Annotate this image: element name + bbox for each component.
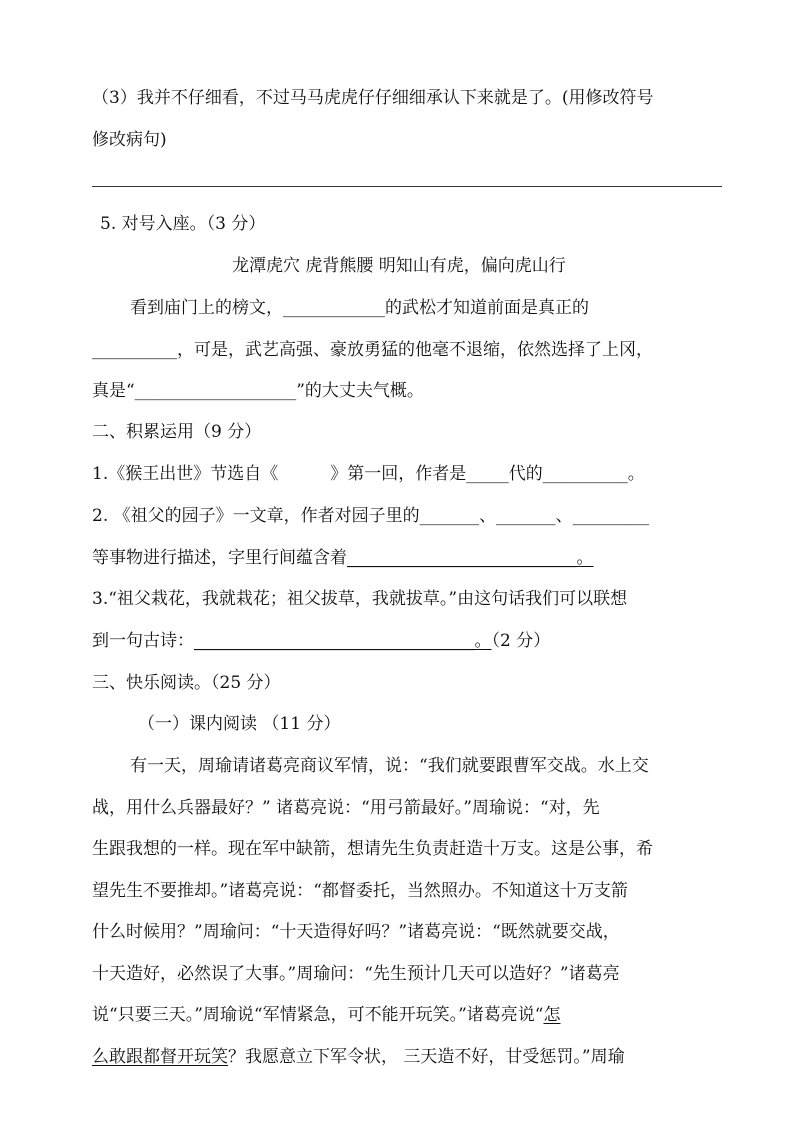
text: ，可是，武艺高强、豪放勇猛的他毫不退缩，依然选择了上冈， bbox=[177, 340, 653, 360]
blank: _______、_______、_________ bbox=[419, 506, 650, 526]
text: 》第一回，作者是 bbox=[330, 464, 467, 484]
text: 代的 bbox=[508, 464, 543, 484]
section3-subtitle: （一）课内阅读 （11 分） bbox=[138, 714, 341, 734]
text: （2 分） bbox=[491, 631, 551, 651]
reading-line3: 生跟我想的一样。现在军中缺箭，想请先生负责赶造十万支。这是公事，希 bbox=[92, 839, 653, 859]
reading-line4: 望先生不要推却。”诸葛亮说：“都督委托，当然照办。不知道这十万支箭 bbox=[92, 881, 628, 901]
text: 说“只要三天。”周瑜说“军情紧急，可不能开玩笑。”诸葛亮说“ bbox=[92, 1005, 544, 1025]
blank: ___________________________。 bbox=[347, 548, 594, 568]
blank: _____ bbox=[466, 464, 509, 484]
text: 等事物进行描述，字里行间蕴含着 bbox=[92, 548, 347, 568]
q3-line1: （3）我并不仔细看，不过马马虎虎仔仔细细承认下来就是了。(用修改符号 bbox=[92, 88, 654, 108]
sec2-q3-line1: 3.“祖父栽花，我就栽花；祖父拔草，我就拔草。”由这句话我们可以联想 bbox=[92, 589, 628, 609]
text: 的武松才知道前面是真正的 bbox=[385, 298, 589, 318]
text: 1.《猴王出世》节选自《 bbox=[92, 464, 279, 484]
q3-line2: 修改病句) bbox=[92, 130, 167, 150]
sec2-q1 bbox=[92, 461, 645, 487]
reading-line7 bbox=[92, 1002, 560, 1028]
blank: ____________ bbox=[283, 298, 385, 318]
text: 真是“ bbox=[92, 381, 135, 401]
sec2-q2-line1 bbox=[92, 503, 649, 529]
blank: __________。 bbox=[542, 464, 645, 484]
reading-line8 bbox=[92, 1044, 625, 1070]
text: ”的大丈夫气概。 bbox=[296, 381, 424, 401]
q5-paragraph-line2 bbox=[92, 337, 653, 363]
blank: _________________________________。 bbox=[194, 631, 492, 651]
q5-options: 龙潭虎穴 虎背熊腰 明知山有虎，偏向虎山行 bbox=[232, 256, 566, 276]
text: 看到庙门上的榜文， bbox=[130, 298, 283, 318]
sec2-q3-line2 bbox=[92, 628, 550, 654]
q5-paragraph-line3 bbox=[92, 378, 424, 404]
reading-line2: 战，用什么兵器最好？” 诸葛亮说：“用弓箭最好。”周瑜说：“对，先 bbox=[92, 798, 600, 818]
section3-title: 三、快乐阅读。（25 分） bbox=[92, 673, 281, 693]
section2-title: 二、积累运用（9 分） bbox=[92, 422, 262, 442]
answer-line bbox=[92, 186, 722, 187]
text: ？我愿意立下军令状， 三天造不好，甘受惩罚。”周瑜 bbox=[228, 1047, 625, 1067]
blank: ___________________ bbox=[134, 381, 297, 401]
underlined-text: 么敢跟都督开玩笑 bbox=[92, 1047, 228, 1067]
q5-title: 5. 对号入座。（3 分） bbox=[100, 214, 266, 234]
reading-line6: 十天造好，必然误了大事。”周瑜问：“先生预计几天可以造好？”诸葛亮 bbox=[92, 964, 620, 984]
blank: __________ bbox=[92, 340, 177, 360]
text: 2. 《祖父的园子》一文章，作者对园子里的 bbox=[92, 506, 420, 526]
reading-line1: 有一天，周瑜请诸葛亮商议军情，说：“我们就要跟曹军交战。水上交 bbox=[130, 756, 649, 776]
underlined-text: 怎 bbox=[543, 1005, 561, 1025]
q5-paragraph-line1 bbox=[130, 295, 589, 321]
text: 到一句古诗： bbox=[92, 631, 194, 651]
reading-line5: 什么时候用？”周瑜问：“十天造得好吗？”诸葛亮说：“既然就要交战， bbox=[92, 922, 620, 942]
sec2-q2-line2 bbox=[92, 545, 594, 571]
